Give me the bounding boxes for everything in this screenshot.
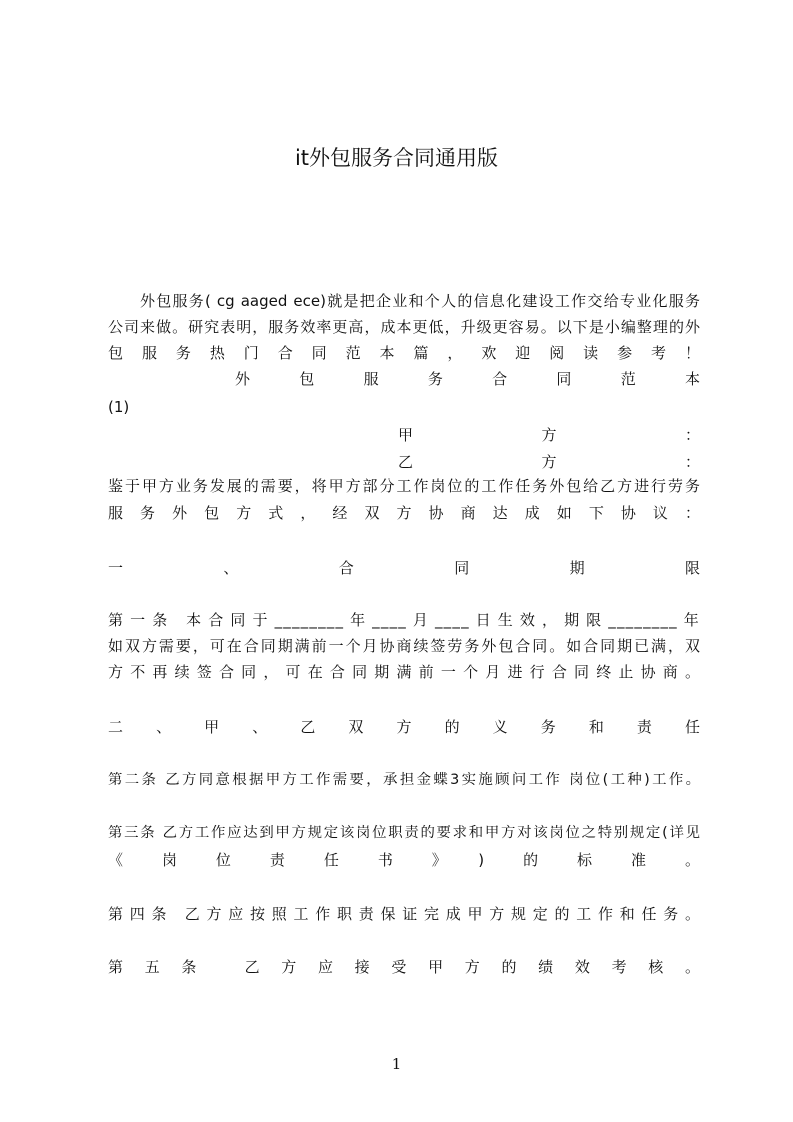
article-3-line-1: 第三条 乙方工作应达到甲方规定该岗位职责的要求和甲方对该岗位之特别规定(详见 (108, 825, 700, 841)
intro-line-2: 公司来做。研究表明，服务效率更高，成本更低，升级更容易。以下是小编整理的外 (108, 318, 700, 336)
intro-line-1: 外包服务( cg aaged ece)就是把企业和个人的信息化建设工作交给专业化服务 (140, 292, 700, 310)
party-a-label: 甲方： (398, 426, 700, 444)
article-1-line-1: 第一条 本合同于________年____月____日生效，期限________年 (108, 611, 700, 629)
article-2: 第二条 乙方同意根据甲方工作需要，承担金蝶3实施顾问工作 岗位(工种)工作。 (108, 772, 700, 788)
article-1-line-3: 方不再续签合同，可在合同期满前一个月进行合同终止协商。 (108, 663, 700, 681)
section-2-heading: 二、甲、乙双方的义务和责任 (108, 718, 700, 736)
section-1-heading: 一、合同期限 (108, 559, 700, 577)
party-b-label: 乙方： (398, 453, 700, 471)
article-4: 第四条 乙方应按照工作职责保证完成甲方规定的工作和任务。 (108, 905, 700, 923)
sample-number: (1) (108, 398, 130, 416)
document-title: it外包服务合同通用版 (294, 146, 499, 170)
page-number: 1 (391, 1055, 402, 1073)
article-3-line-2: 《岗位责任书》)的标准。 (108, 851, 700, 869)
article-5: 第五条 乙方应接受甲方的绩效考核。 (108, 958, 700, 976)
intro-line-3: 包服务热门合同范本篇，欢迎阅读参考！ (108, 344, 700, 362)
article-1-line-2: 如双方需要，可在合同期满前一个月协商续签劳务外包合同。如合同期已满，双 (108, 637, 700, 655)
sample-title: 外包服务合同范本 (235, 370, 700, 388)
preamble-line-1: 鉴于甲方业务发展的需要，将甲方部分工作岗位的工作任务外包给乙方进行劳务 (108, 477, 700, 495)
preamble-line-2: 服务外包方式，经双方协商达成如下协议： (108, 504, 700, 522)
